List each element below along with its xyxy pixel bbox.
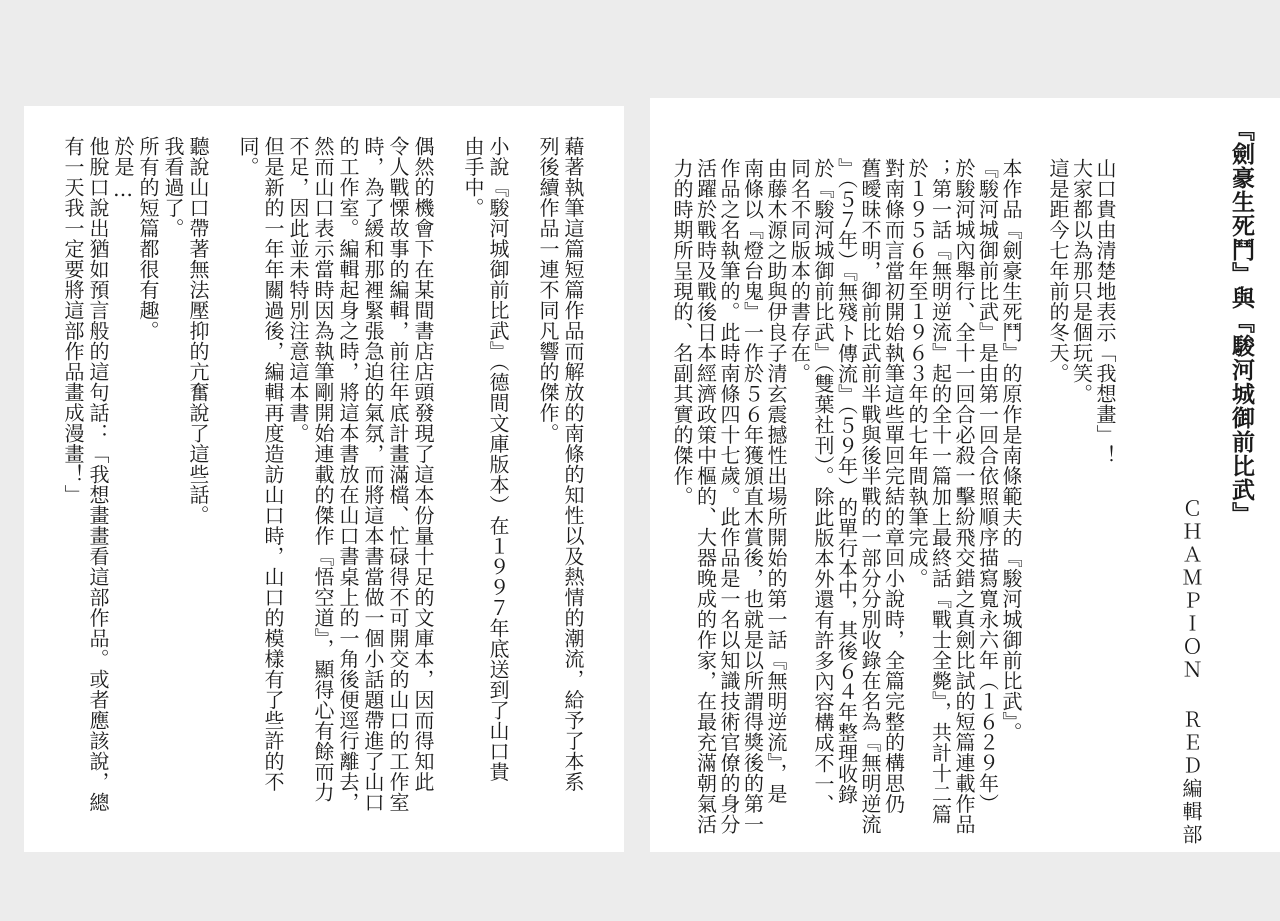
text-column: 山口貴由清楚地表示「我想畫」！	[1093, 158, 1117, 466]
text-column: 舊曖昧不明，御前比武前半戰與後半戰的一部分分別收錄在名為『無明逆流	[858, 158, 882, 835]
text-column: 作品之名執筆的。此時南條四十七歲。此作品是一名以知識技術官僚的身分	[717, 158, 741, 835]
text-column: 活躍於戰時及戰後日本經濟政策中樞的、大器晚成的作家，在最充滿朝氣活	[693, 158, 718, 835]
text-column: 他脫口說出猶如預言般的這句話：「我想畫畫看這部作品。或者應該說，總	[86, 136, 110, 813]
text-column: 然而山口表示當時因為執筆剛開始連載的傑作『悟空道』，顯得心有餘而力	[311, 136, 335, 803]
text-column: 列後續作品一連不同凡響的傑作。	[536, 136, 560, 444]
right-page	[650, 98, 1280, 852]
text-column: 於是…	[111, 136, 135, 202]
text-column: 但是新的一年年關過後，編輯再度造訪山口時，山口的模樣有了些許的不	[261, 136, 285, 792]
text-column: 我看過了。	[161, 136, 185, 239]
text-column: 南條以『燈台鬼』一作於５６年獲頒直木賞後，也就是以所謂得獎後的第一	[740, 158, 765, 835]
left-page	[24, 106, 624, 852]
text-column: ；第一話『無明逆流』起的全十一篇加上最終話『戰士全斃』，共計十二篇	[928, 158, 953, 825]
article-title: 『劍豪生死鬥』與『駿河城御前比武』	[1228, 118, 1255, 526]
text-column: 令人戰慄故事的編輯，前往年底計畫滿檔、忙碌得不可開交的山口的工作室	[386, 136, 410, 813]
text-column: 本作品『劍豪生死鬥』的原作是南條範夫的『駿河城御前比武』。	[999, 158, 1023, 743]
text-column: 同名不同版本的書存在。	[787, 158, 812, 384]
text-column: 不足，因此並未特別注意這本書。	[286, 136, 310, 444]
text-column: 對南條而言當初開始執筆這些單回完結的章回小說時，全篇完整的構思仍	[881, 158, 906, 814]
text-column: 藉著執筆這篇短篇作品而解放的南條的知性以及熱情的潮流，給予了本系	[561, 136, 585, 792]
text-column: 由藤木源之助與伊良子清玄震撼性出場所開始的第一話『無明逆流』，是	[764, 158, 788, 804]
text-column: 聽說山口帶著無法壓抑的亢奮說了這些話。	[186, 136, 210, 526]
text-column: 於１９５６年至１９６３年的七年間執筆完成。	[905, 158, 929, 589]
text-column: 於『駿河城御前比武』（雙葉社刊）。除此版本外還有許多內容構成不一、	[811, 158, 835, 815]
text-column: 這是距今七年前的冬天。	[1046, 158, 1070, 384]
text-column: 由手中。	[461, 136, 485, 218]
text-column: 的工作室。編輯起身之時，將這本書放在山口書桌上的一角後便逕行離去，	[336, 136, 360, 813]
text-column: 力的時期所呈現的、名副其實的傑作。	[670, 158, 694, 507]
text-column: 有一天我一定要將這部作品畫成漫畫！」	[61, 136, 85, 505]
text-column: 於駿河城內舉行、全十一回合必殺一擊紛飛交錯之真劍比試的短篇連載作品	[952, 158, 976, 835]
text-column: 大家都以為那只是個玩笑。	[1069, 158, 1094, 404]
text-column: 時，為了緩和那裡緊張急迫的氣氛，而將這本書當做一個小話題帶進了山口	[361, 136, 385, 813]
text-column: 偶然的機會下在某間書店店頭發現了這本份量十足的文庫本，因而得知此	[411, 136, 435, 792]
text-column: 同。	[236, 136, 260, 177]
text-column: 小說『駿河城御前比武』（德間文庫版本）在１９９７年底送到了山口貴	[486, 136, 510, 782]
text-column: 』（５７年）『無殘ト傳流』（５９年）的單行本中，其後６４年整理收錄	[834, 158, 859, 805]
editorial-signature: ＣＨＡＭＰＩＯＮ ＲＥＤ編輯部	[1179, 498, 1203, 847]
text-column: 『駿河城御前比武』是由第一回合依照順序描寫寬永六年（１６２９年）	[975, 158, 1000, 814]
text-column: 所有的短篇都很有趣。	[136, 136, 160, 341]
